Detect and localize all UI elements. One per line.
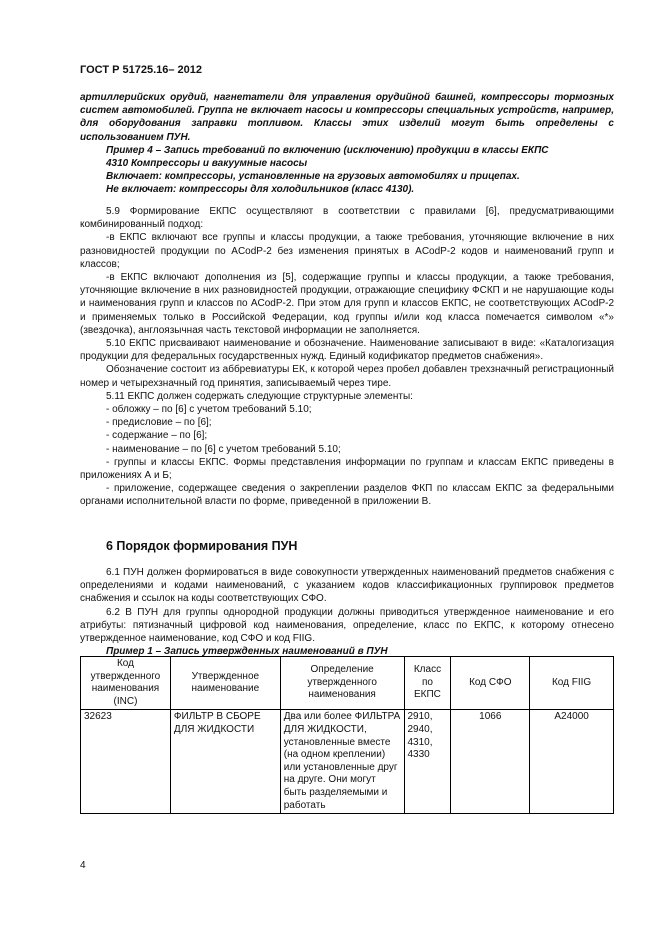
cell-classes: 2910, 2940, 4310, 4330 xyxy=(404,710,451,814)
paragraph-5-9-a: -в ЕКПС включают все группы и классы продукции, а также требования, уточняющие включение в них разновидностей продукции по ACodP-2 без изменения принятых в ACodP-2 кодов и наименований групп и классов; xyxy=(80,232,614,270)
includes-note: Включает: компрессоры, установленные на грузовых автомобилях и прицепах. xyxy=(106,171,520,183)
example4-class: 4310 Компрессоры и вакуумные насосы xyxy=(106,158,308,170)
excludes-note: Не включает: компрессоры для холодильников (класс 4130). xyxy=(106,184,415,196)
paragraph-6-1: 6.1 ПУН должен формироваться в виде совокупности утвержденных наименований предметов снабжения с определениями и кодами наименований, с указанием кодов классификационных группировок предметов снабжения и ссылок на коды соответствующих СФО. xyxy=(80,567,614,605)
table-row xyxy=(81,710,614,814)
paragraph-5-9: 5.9 Формирование ЕКПС осуществляют в соответствии с правилами [6], предусматривающими комбинированный подход: xyxy=(80,206,614,231)
intro-block xyxy=(80,91,614,197)
cell-sfo: 1066 xyxy=(451,710,530,814)
paragraph-5-11: 5.11 ЕКПС должен содержать следующие структурные элементы: xyxy=(106,390,413,402)
list-item: - содержание – по [6]; xyxy=(106,430,208,442)
cell-fiig: A24000 xyxy=(530,710,614,814)
header-definition: Определение утвержденного наименования xyxy=(280,657,404,710)
standard-designation: ГОСТ Р 51725.16– 2012 xyxy=(80,64,203,76)
paragraph-5-10: 5.10 ЕКПС присваивают наименование и обозначение. Наименование записывают в виде: «Каталогизация продукции для федеральных государственных нужд. Единый кодификатор предметов снабжения». xyxy=(80,338,614,363)
paragraph-5-9-b: -в ЕКПС включают дополнения из [5], содержащие группы и классы продукции, а также требования, уточняющие включение в них разновидностей продукции, отражающие специфику ФСКП и не нарушающие коды и наименования групп и классов по ACodP-2. При этом для групп и классов ЕКПС, не соответствующих ACodP-2 и применяемых только в Российской Федерации, код группы и/или код класса помечается символом «*» (звездочка), англоязычная часть текстовой информации не заполняется. xyxy=(80,272,614,336)
cell-definition: Два или более ФИЛЬТРА ДЛЯ ЖИДКОСТИ, установленные вместе (на одном креплении) или установленные друг на друге. Они могут быть разделяемыми и работать xyxy=(280,710,404,814)
header-sfo: Код СФО xyxy=(451,657,530,710)
header-fiig: Код FIIG xyxy=(530,657,614,710)
page-number: 4 xyxy=(80,860,86,871)
section-heading: 6 Порядок формирования ПУН xyxy=(106,539,298,553)
header-inc: Код утвержденного наименования (INC) xyxy=(81,657,171,710)
paragraph-5-10-b: Обозначение состоит из аббревиатуры ЕК, к которой через пробел добавлен трехзначный регистрационный номер и четырехзначный год принятия, записываемый через тире. xyxy=(80,364,614,389)
list-item: - наименование – по [6] с учетом требований 5.10; xyxy=(106,443,341,455)
header-approved-name: Утвержденное наименование xyxy=(170,657,280,710)
list-item: - предисловие – по [6]; xyxy=(106,417,212,429)
cell-name: ФИЛЬТР В СБОРЕ ДЛЯ ЖИДКОСТИ xyxy=(170,710,280,814)
paragraph-6-2: 6.2 В ПУН для группы однородной продукции должны приводиться утвержденное наименование и его атрибуты: пятизначный цифровой код наименования, определение, класс по ЕКПС, к которому отнесено утвержденное наименование, код СФО и код FIIG. xyxy=(80,606,614,645)
section6-body xyxy=(80,566,614,658)
example1-title: Пример 1 – Запись утвержденных наименований в ПУН xyxy=(106,646,388,658)
approved-names-table xyxy=(80,656,614,814)
cell-inc: 32623 xyxy=(81,710,171,814)
example4-title: Пример 4 – Запись требований по включению (исключению) продукции в классы ЕКПС xyxy=(106,144,549,156)
intro-paragraph: артиллерийских орудий, нагнетатели для управления орудийной башней, компрессоры тормозных систем автомобилей. Группа не включает насосы и компрессоры специальных устройств, например, для оборудования заправки топливом. Классы этих изделий могут быть определены с использованием ПУН. xyxy=(80,92,614,143)
section5-items xyxy=(80,205,614,509)
list-item: - приложение, содержащее сведения о закреплении разделов ФКП по классам ЕКПС за федеральными органами исполнительной власти по форме, приведенной в приложении В. xyxy=(80,483,614,508)
list-item: - обложку – по [6] с учетом требований 5.10; xyxy=(106,404,312,416)
table-header-row xyxy=(81,657,614,710)
list-item: - группы и классы ЕКПС. Формы представления информации по группам и классам ЕКПС приведены в приложениях А и Б; xyxy=(80,456,614,482)
header-class: Класс по ЕКПС xyxy=(404,657,451,710)
